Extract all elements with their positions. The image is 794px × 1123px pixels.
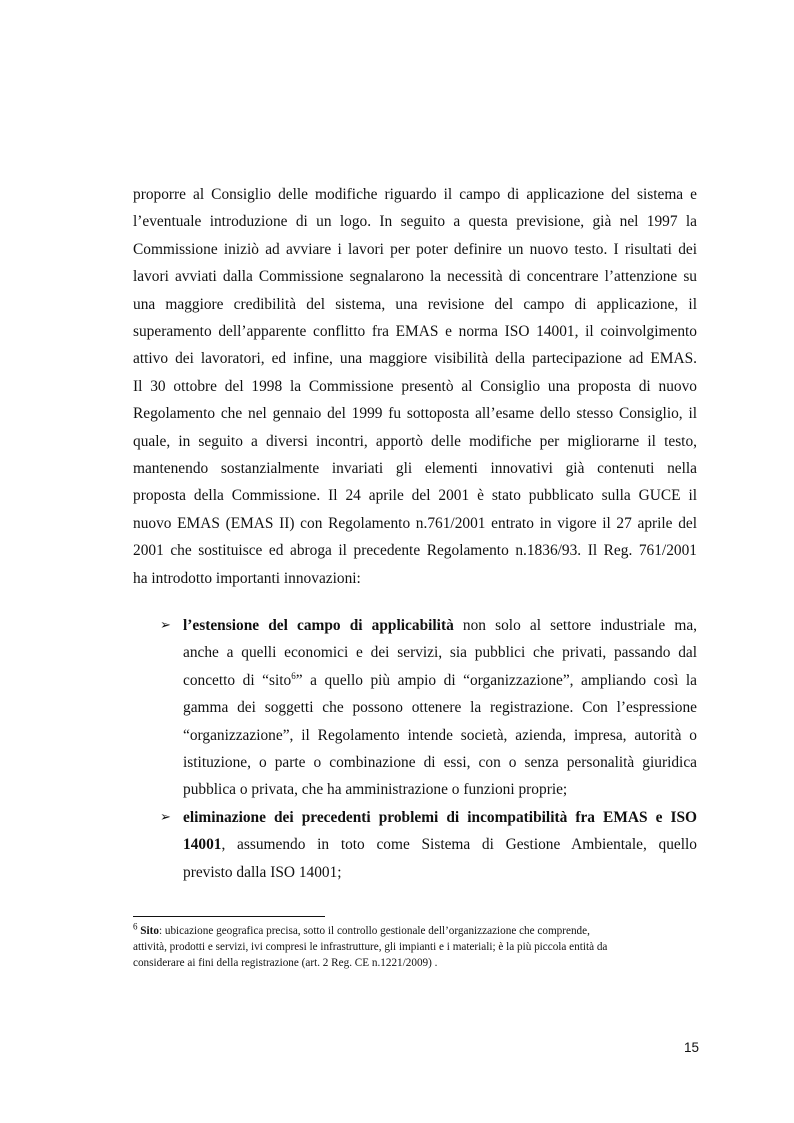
- text-line: istituzione, o parte o combinazione di essi, con o senza personalità giuridica: [183, 754, 697, 772]
- text-line: lavori avviati dalla Commissione segnalarono la necessità di concentrare l’attenzione su: [133, 268, 697, 286]
- text-line: previsto dalla ISO 14001;: [183, 863, 342, 881]
- text-span: non solo al settore industriale ma,: [453, 617, 697, 634]
- text-span: : ubicazione geografica precisa, sotto il controllo gestionale dell’organizzazione che comprende,: [158, 925, 590, 937]
- bold-phrase: l’estensione del campo di applicabilità: [183, 617, 454, 634]
- text-line: gamma dei soggetti che possono ottenere la registrazione. Con l’espressione: [183, 699, 697, 717]
- text-line: l’eventuale introduzione di un logo. In seguito a questa previsione, già nel 1997 la: [133, 213, 697, 231]
- text-span: , assumendo in toto come Sistema di Gestione Ambientale, quello: [221, 836, 697, 854]
- footnote-number: 6: [133, 921, 138, 932]
- text-span: concetto di “sito: [183, 671, 292, 689]
- text-line: proposta della Commissione. Il 24 aprile del 2001 è stato pubblicato sulla GUCE il: [133, 487, 697, 505]
- footnote-reference: 6: [291, 670, 296, 681]
- text-line: superamento dell’apparente conflitto fra EMAS e norma ISO 14001, il coinvolgimento: [133, 323, 697, 341]
- text-line: pubblica o privata, che ha amministrazione o funzioni proprie;: [183, 781, 568, 799]
- text-line: [183, 667, 697, 694]
- footnote-term: Sito: [140, 925, 159, 937]
- bold-phrase: 14001: [183, 836, 222, 854]
- text-line: proporre al Consiglio delle modifiche riguardo il campo di applicazione del sistema e: [133, 186, 697, 203]
- text-line: [183, 612, 697, 639]
- text-line: “organizzazione”, il Regolamento intende società, azienda, impresa, autorità o: [183, 726, 697, 744]
- page-number: 15: [684, 1040, 700, 1055]
- bold-phrase: eliminazione dei precedenti problemi di incompatibilità fra EMAS e ISO: [183, 808, 697, 826]
- text-span: ” a quello più ampio di “organizzazione”, ampliando così la: [295, 671, 697, 689]
- text-line: quale, in seguito a diversi incontri, apportò delle modifiche per migliorarne il testo,: [133, 432, 697, 450]
- text-line: ha introdotto importanti innovazioni:: [133, 569, 361, 587]
- footnote-line: attività, prodotti e servizi, ivi compresi le infrastrutture, gli impianti e i materiali; è la più piccola entità da: [133, 940, 608, 953]
- footnote-separator: [133, 916, 325, 917]
- text-line: attivo dei lavoratori, ed infine, una maggiore visibilità della partecipazione ad EMAS.: [133, 350, 697, 368]
- text-line: [183, 804, 697, 831]
- text-line: una maggiore credibilità del sistema, una revisione del campo di applicazione, il: [133, 295, 697, 313]
- text-line: 2001 che sostituisce ed abroga il precedente Regolamento n.1836/93. Il Reg. 761/2001: [133, 542, 697, 560]
- text-line: [183, 831, 697, 858]
- text-line: nuovo EMAS (EMAS II) con Regolamento n.761/2001 entrato in vigore il 27 aprile del: [133, 514, 697, 532]
- arrow-bullet-icon: ➢: [160, 618, 171, 633]
- list-item: [160, 804, 697, 886]
- list-item: [160, 612, 697, 804]
- arrow-bullet-icon: ➢: [160, 809, 171, 825]
- text-line: Il 30 ottobre del 1998 la Commissione presentò al Consiglio una proposta di nuovo: [133, 377, 697, 395]
- footnote-line: [133, 921, 697, 940]
- text-line: Regolamento che nel gennaio del 1999 fu sottoposta all’esame dello stesso Consiglio, il: [133, 405, 697, 423]
- text-line: anche a quelli economici e dei servizi, sia pubblici che privati, passando dal: [183, 644, 697, 662]
- text-line: Commissione iniziò ad avviare i lavori per poter definire un nuovo testo. I risultati dei: [133, 240, 697, 258]
- body-paragraph: [133, 181, 697, 592]
- bullet-list: [160, 612, 697, 886]
- footnote-line: considerare ai fini della registrazione (art. 2 Reg. CE n.1221/2009) .: [133, 956, 438, 969]
- footnote: [133, 921, 697, 971]
- text-line: mantenendo sostanzialmente invariati gli elementi innovativi già contenuti nella: [133, 460, 697, 478]
